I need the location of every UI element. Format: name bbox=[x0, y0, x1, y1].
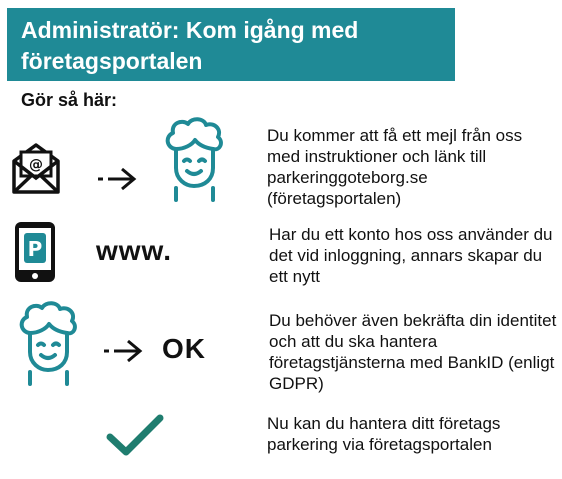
step-3-text: Du behöver även bekräfta din identitet och att du ska hantera företagstjänsterna med BankID (enligt GDPR) bbox=[269, 311, 557, 393]
www-label: www. bbox=[96, 235, 173, 266]
page-header bbox=[7, 8, 455, 81]
parking-phone-icon bbox=[13, 220, 58, 284]
email-envelope-icon bbox=[10, 141, 62, 195]
step-4-text: Nu kan du hantera ditt företags parkering via företagsportalen bbox=[267, 414, 501, 454]
checkmark-icon bbox=[106, 413, 164, 457]
page-title: Administratör: Kom igång med företagsportalen bbox=[21, 17, 359, 74]
step-1-text: Du kommer att få ett mejl från oss med instruktioner och länk till parkeringgoteborg.se (företagsportalen) bbox=[267, 126, 523, 208]
arrow-right-icon bbox=[104, 338, 146, 364]
step-2-text: Har du ett konto hos oss använder du det vid inloggning, annars skapar du ett nytt bbox=[269, 225, 553, 286]
instructions-heading: Gör så här: bbox=[21, 90, 118, 110]
arrow-right-icon bbox=[98, 166, 140, 192]
parking-p-icon: P bbox=[27, 237, 43, 261]
ok-label: OK bbox=[162, 333, 206, 364]
person-icon bbox=[16, 300, 80, 386]
at-sign-icon: @ bbox=[29, 157, 43, 173]
person-icon bbox=[162, 116, 226, 202]
